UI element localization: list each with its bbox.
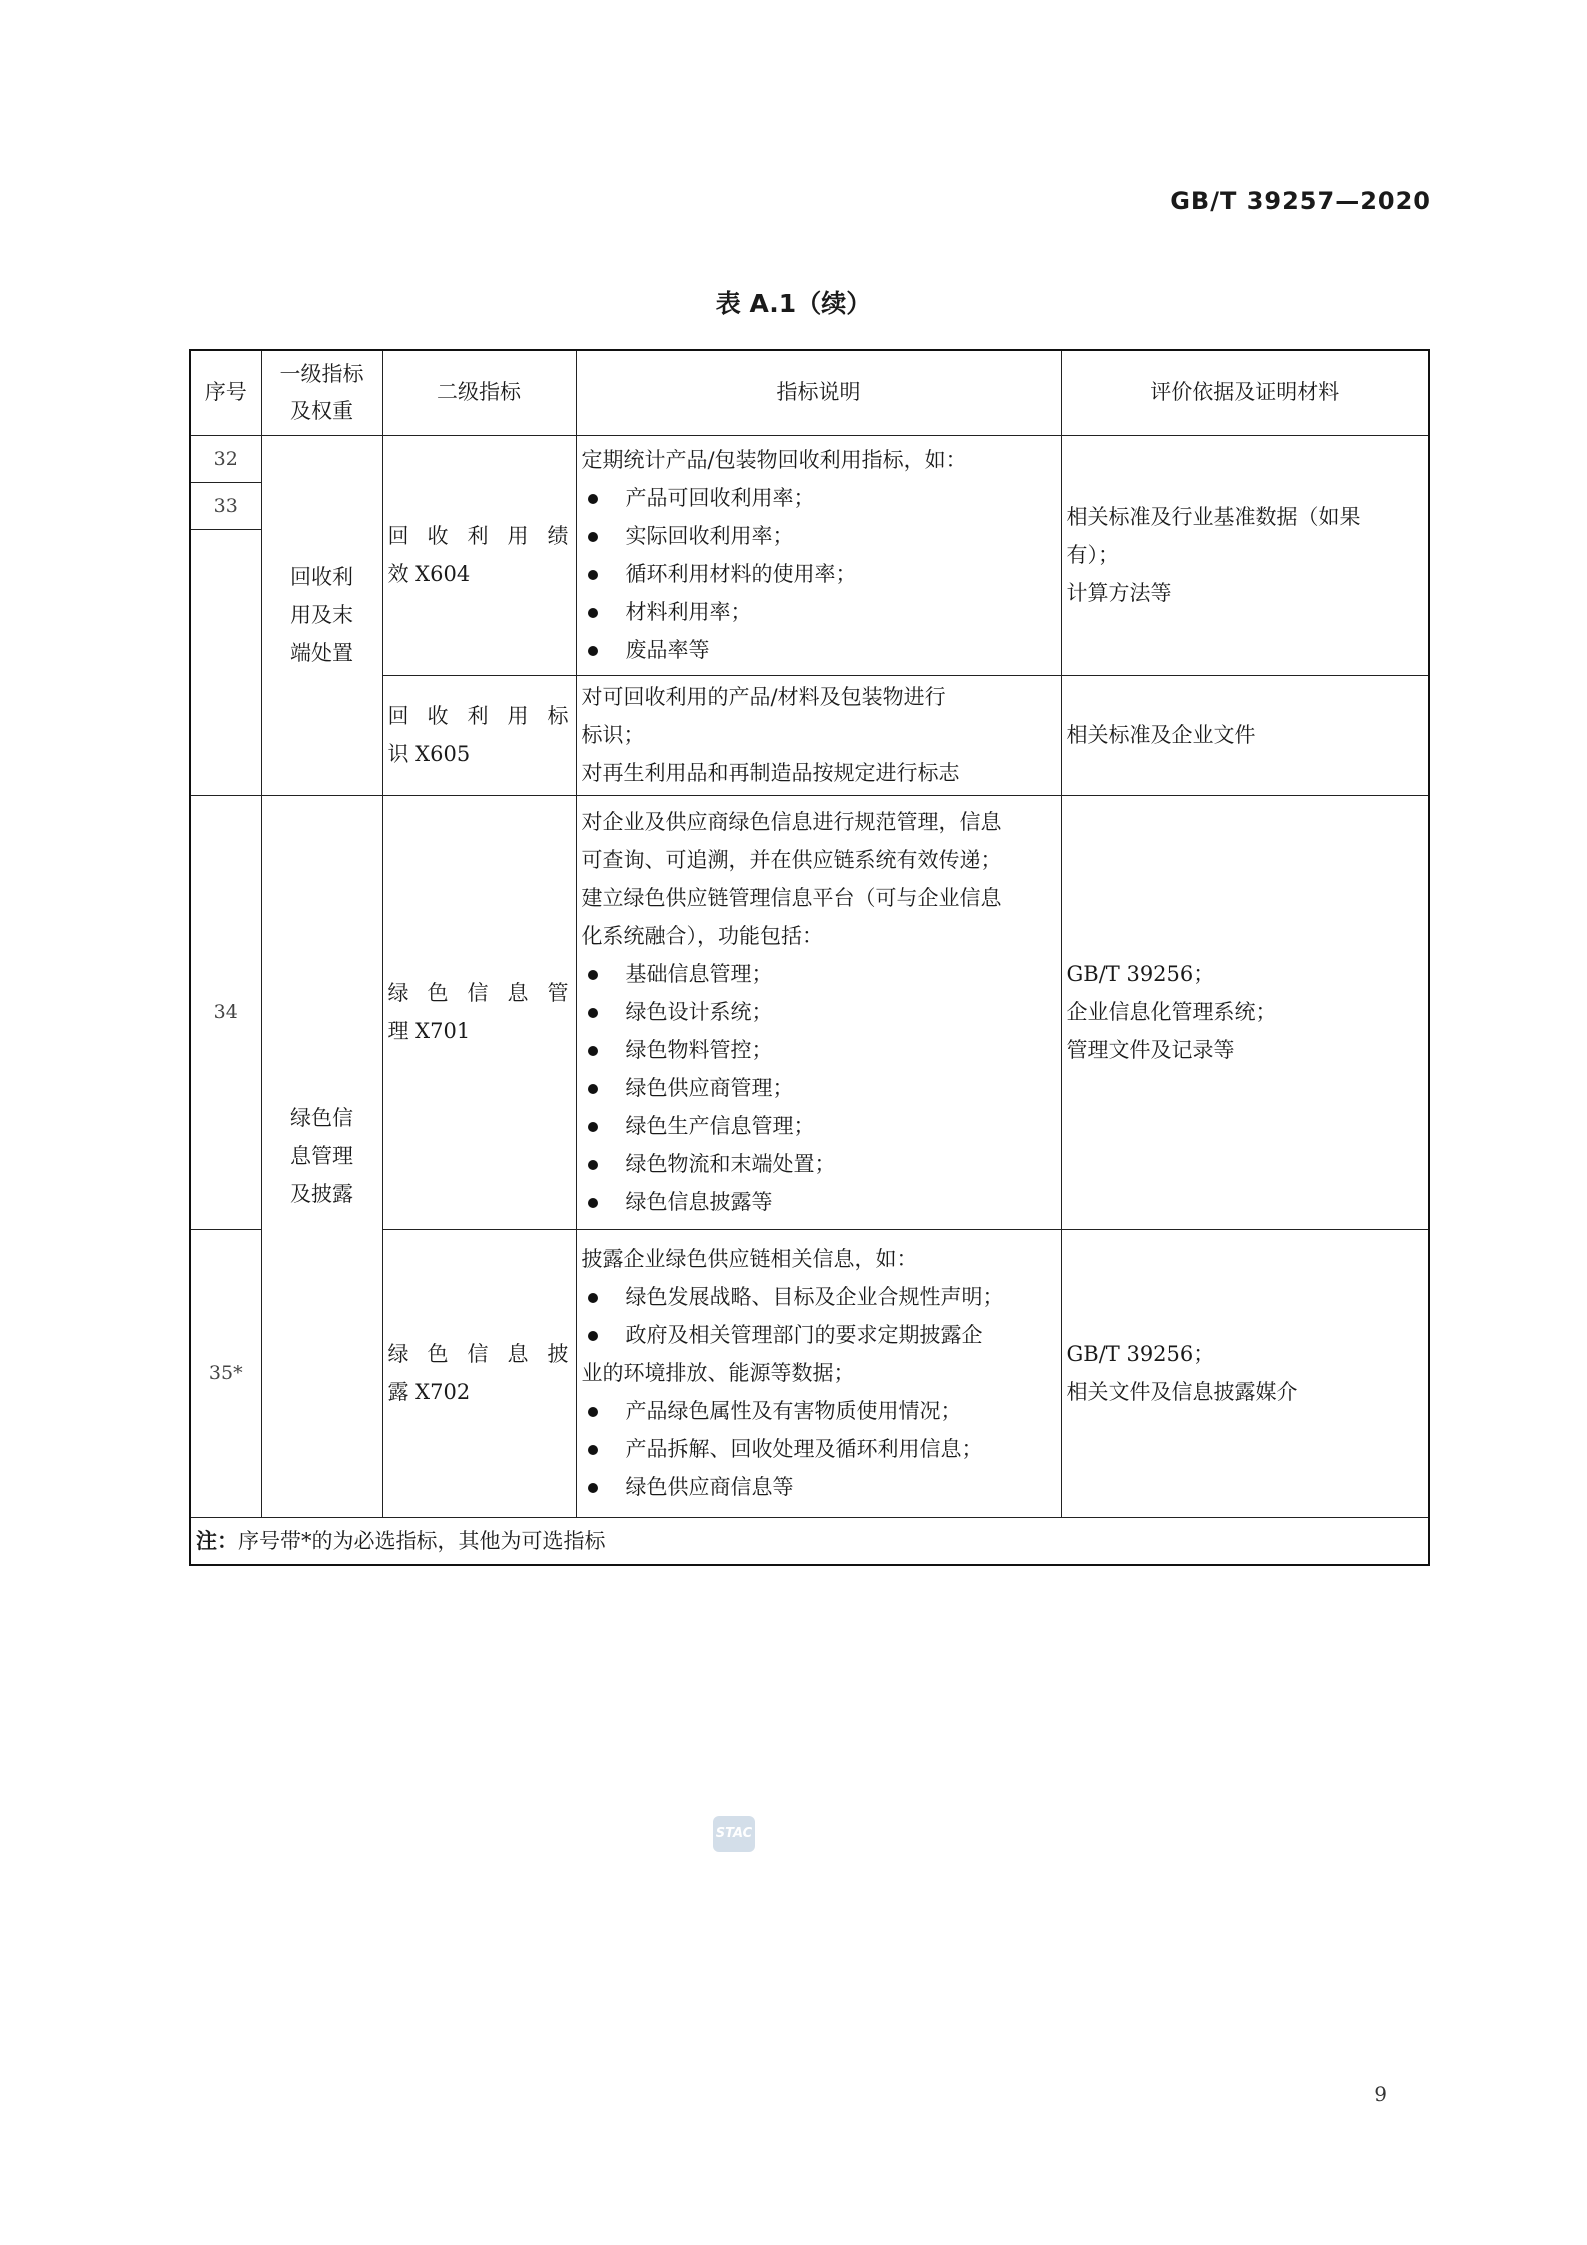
table-row <box>190 795 1429 1229</box>
list-item: 废品率等 <box>582 631 1056 669</box>
table-row <box>190 435 1429 482</box>
stac-watermark-logo: STAC <box>713 1816 755 1852</box>
seq-cell: 32 <box>190 435 261 482</box>
list-item: 绿色供应商信息等 <box>582 1468 1056 1506</box>
desc-x702: 披露企业绿色供应链相关信息，如： 绿色发展战略、目标及企业合规性声明； 政府及相关管理部门的要求定期披露企 业的环境排放、能源等数据； 产品绿色属性及有害物质使用情况； 产品拆解、回收处理及循环利用信息； 绿色供应商信息等 <box>576 1229 1061 1517</box>
basis-x604: 相关标准及行业基准数据（如果 有）； 计算方法等 <box>1061 435 1429 675</box>
list-item: 产品可回收利用率； <box>582 479 1056 517</box>
list-item: 绿色物流和末端处置； <box>582 1145 1056 1183</box>
desc-x701: 对企业及供应商绿色信息进行规范管理，信息 可查询、可追溯，并在供应链系统有效传递； 建立绿色供应链管理信息平台（可与企业信息 化系统融合），功能包括： 基础信息管理； 绿色设计系统； 绿色物料管控； 绿色供应商管理； 绿色生产信息管理； 绿色物流和末端处置； 绿色信息披露等 <box>576 795 1061 1229</box>
header-seq: 序号 <box>190 350 261 435</box>
basis-x605: 相关标准及企业文件 <box>1061 675 1429 795</box>
seq-cell: 35* <box>190 1229 261 1517</box>
table-header-row <box>190 350 1429 435</box>
indicator-table <box>189 349 1430 1566</box>
seq-cell-empty <box>190 529 261 795</box>
basis-x702: GB/T 39256； 相关文件及信息披露媒介 <box>1061 1229 1429 1517</box>
basis-x701: GB/T 39256； 企业信息化管理系统； 管理文件及记录等 <box>1061 795 1429 1229</box>
list-item: 绿色供应商管理； <box>582 1069 1056 1107</box>
list-item: 产品绿色属性及有害物质使用情况； <box>582 1392 1056 1430</box>
desc-x604: 定期统计产品/包装物回收利用指标，如： 产品可回收利用率； 实际回收利用率； 循环利用材料的使用率； 材料利用率； 废品率等 <box>576 435 1061 675</box>
list-item: 绿色发展战略、目标及企业合规性声明； <box>582 1278 1056 1316</box>
list-item: 绿色信息披露等 <box>582 1183 1056 1221</box>
header-desc: 指标说明 <box>576 350 1061 435</box>
header-basis: 评价依据及证明材料 <box>1061 350 1429 435</box>
note-row <box>190 1517 1429 1565</box>
list-item: 绿色生产信息管理； <box>582 1107 1056 1145</box>
list-item: 循环利用材料的使用率； <box>582 555 1056 593</box>
table-note: 注：序号带*的为必选指标，其他为可选指标 <box>190 1517 1429 1565</box>
level2-x605: 回 收 利 用 标 识 X605 <box>382 675 576 795</box>
level2-x702: 绿 色 信 息 披 露 X702 <box>382 1229 576 1517</box>
list-item: 材料利用率； <box>582 593 1056 631</box>
level2-x604: 回 收 利 用 绩 效 X604 <box>382 435 576 675</box>
desc-x605: 对可回收利用的产品/材料及包装物进行 标识； 对再生利用品和再制造品按规定进行标志 <box>576 675 1061 795</box>
level1-green-info: 绿色信 息管理 及披露 <box>261 795 382 1517</box>
seq-cell: 34 <box>190 795 261 1229</box>
list-item: 政府及相关管理部门的要求定期披露企 <box>582 1316 1056 1354</box>
header-level2: 二级指标 <box>382 350 576 435</box>
list-item: 实际回收利用率； <box>582 517 1056 555</box>
table-title: 表 A.1（续） <box>715 289 872 318</box>
header-level1: 一级指标 及权重 <box>261 350 382 435</box>
list-item: 绿色物料管控； <box>582 1031 1056 1069</box>
standard-code: GB/T 39257—2020 <box>1170 187 1431 215</box>
list-item: 基础信息管理； <box>582 955 1056 993</box>
level2-x701: 绿 色 信 息 管 理 X701 <box>382 795 576 1229</box>
list-item: 绿色设计系统； <box>582 993 1056 1031</box>
page-number: 9 <box>1374 2082 1387 2106</box>
seq-cell: 33 <box>190 482 261 529</box>
level1-recycle: 回收利 用及末 端处置 <box>261 435 382 795</box>
list-item: 产品拆解、回收处理及循环利用信息； <box>582 1430 1056 1468</box>
